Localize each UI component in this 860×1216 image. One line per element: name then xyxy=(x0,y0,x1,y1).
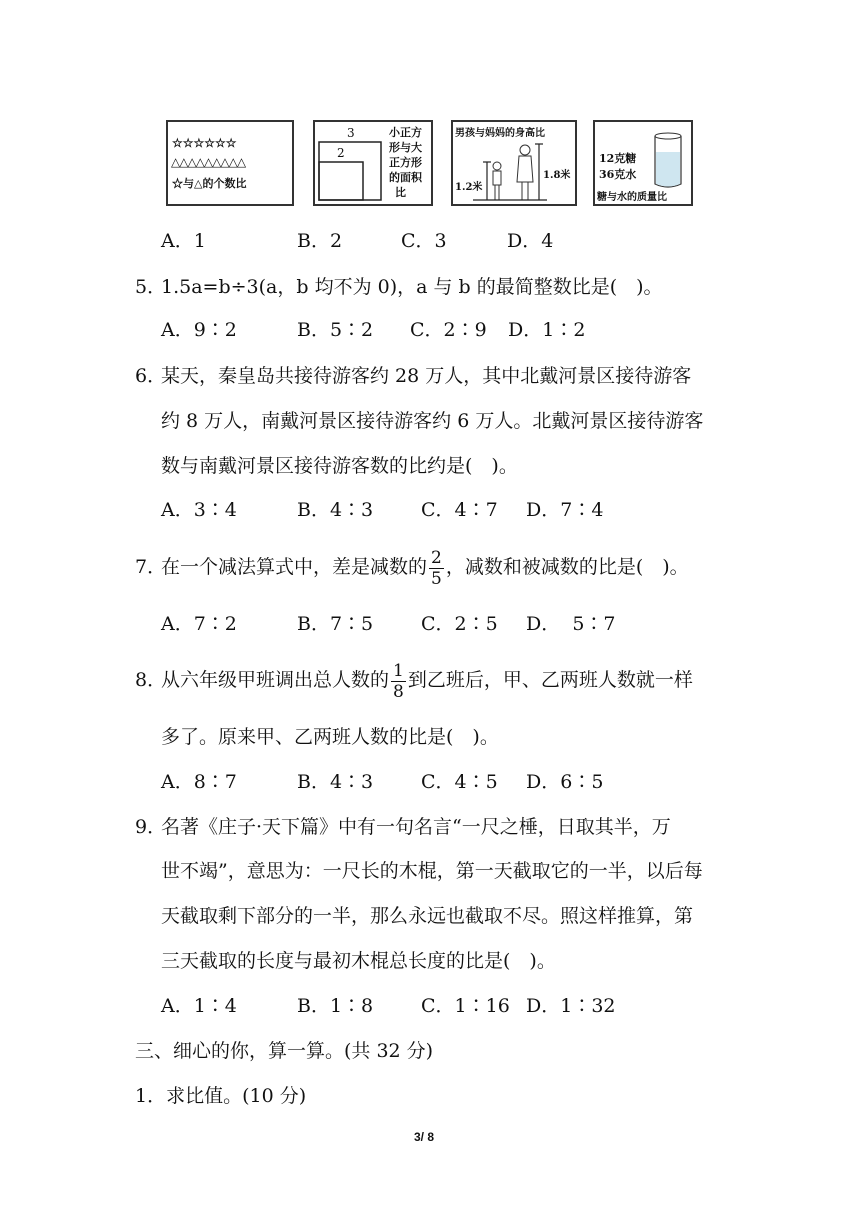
q8-fraction xyxy=(391,661,406,702)
q6-line: 数与南戴河景区接待游客数的比约是( )。 xyxy=(161,455,518,477)
q5-text: 1.5a=b÷3(a，b 均不为 0)，a 与 b 的最简整数比是( )。 xyxy=(161,276,663,298)
q6-line: 某天，秦皇岛共接待游客约 28 万人，其中北戴河景区接待游客 xyxy=(161,365,692,387)
q9-line: 三天截取的长度与最初木棍总长度的比是( )。 xyxy=(161,950,556,972)
q4-option-b[interactable]: B．2 xyxy=(297,230,343,252)
q5-option-b[interactable]: B．5∶2 xyxy=(297,319,374,341)
picture-squares xyxy=(313,120,433,206)
sugar-label: 12克糖 xyxy=(599,152,637,165)
q8-option-d[interactable]: D．6∶5 xyxy=(526,771,604,793)
mom-height-label: 1.8米 xyxy=(543,170,571,181)
q9-line: 名著《庄子·天下篇》中有一句名言“一尺之棰，日取其半，万 xyxy=(161,816,671,838)
q7-option-b[interactable]: B．7∶5 xyxy=(297,613,374,635)
q8-stem xyxy=(161,654,693,706)
q7-option-c[interactable]: C．2∶5 xyxy=(421,613,498,635)
caption-line: 正方形 xyxy=(389,156,422,169)
q9-option-c[interactable]: C．1∶16 xyxy=(421,995,510,1017)
picture-caption: 糖与水的质量比 xyxy=(597,192,667,203)
picture-caption: ☆与△的个数比 xyxy=(172,177,247,190)
q9-number: 9． xyxy=(135,816,167,838)
picture-heights xyxy=(451,120,577,206)
small-square-label: 2 xyxy=(337,146,345,160)
caption-line: 小正方 xyxy=(389,126,422,139)
q6-option-b[interactable]: B．4∶3 xyxy=(297,499,374,521)
q9-option-b[interactable]: B．1∶8 xyxy=(297,995,374,1017)
q4-option-d[interactable]: D．4 xyxy=(507,230,554,252)
q6-line: 约 8 万人，南戴河景区接待游客约 6 万人。北戴河景区接待游客 xyxy=(161,410,704,432)
q8-line: 多了。原来甲、乙两班人数的比是( )。 xyxy=(161,726,499,748)
q6-option-c[interactable]: C．4∶7 xyxy=(421,499,498,521)
water-label: 36克水 xyxy=(599,168,637,181)
q6-number: 6． xyxy=(135,365,167,387)
stars-row: ☆☆☆☆☆☆ xyxy=(172,136,237,150)
page-number: 3/ 8 xyxy=(414,1130,435,1144)
q9-option-d[interactable]: D．1∶32 xyxy=(526,995,616,1017)
fraction-numerator: 2 xyxy=(431,547,442,568)
picture-caption: 男孩与妈妈的身高比 xyxy=(455,128,545,139)
q8-text-before: 从六年级甲班调出总人数的 xyxy=(161,669,390,691)
fraction-numerator: 1 xyxy=(393,660,404,681)
q8-text-after: 到乙班后，甲、乙两班人数就一样 xyxy=(407,669,693,691)
q5-option-a[interactable]: A．9∶2 xyxy=(161,319,237,341)
triangles-row: △△△△△△△△△ xyxy=(171,155,246,169)
q4-option-c[interactable]: C．3 xyxy=(401,230,447,252)
fraction-denominator: 5 xyxy=(431,568,442,589)
q6-option-a[interactable]: A．3∶4 xyxy=(161,499,237,521)
q9-line: 天截取剩下部分的一半，那么永远也截取不尽。照这样推算，第 xyxy=(161,905,694,927)
fraction-denominator: 8 xyxy=(393,681,404,702)
caption-line: 的面积 xyxy=(389,171,422,184)
picture-stars-triangles xyxy=(166,120,294,206)
q9-option-a[interactable]: A．1∶4 xyxy=(161,995,237,1017)
boy-height-label: 1.2米 xyxy=(455,182,483,193)
q8-number: 8． xyxy=(135,669,167,691)
q7-text-before: 在一个减法算式中，差是减数的 xyxy=(161,556,428,578)
q7-option-a[interactable]: A．7∶2 xyxy=(161,613,237,635)
q7-fraction xyxy=(429,548,444,589)
q5-option-c[interactable]: C．2∶9 xyxy=(410,319,487,341)
q5-option-d[interactable]: D．1∶2 xyxy=(508,319,586,341)
q7-option-d[interactable]: D． 5∶7 xyxy=(526,613,616,635)
q8-option-c[interactable]: C．4∶5 xyxy=(421,771,498,793)
q8-option-a[interactable]: A．8∶7 xyxy=(161,771,237,793)
q7-stem xyxy=(161,541,689,593)
subsection-heading: 1．求比值。(10 分) xyxy=(135,1085,307,1107)
q7-number: 7． xyxy=(135,556,167,578)
q9-line: 世不竭”，意思为：一尺长的木棍，第一天截取它的一半，以后每 xyxy=(161,860,703,882)
picture-sugar-water xyxy=(593,120,693,206)
big-square-label: 3 xyxy=(347,126,355,140)
caption-line: 形与大 xyxy=(389,141,422,154)
q8-option-b[interactable]: B．4∶3 xyxy=(297,771,374,793)
q6-option-d[interactable]: D．7∶4 xyxy=(526,499,604,521)
q4-option-a[interactable]: A．1 xyxy=(161,230,206,252)
section-heading: 三、细心的你，算一算。(共 32 分) xyxy=(135,1040,434,1062)
q7-text-after: ，减数和被减数的比是( )。 xyxy=(445,556,689,578)
caption-line: 比 xyxy=(395,186,406,199)
q5-number: 5． xyxy=(135,276,167,298)
